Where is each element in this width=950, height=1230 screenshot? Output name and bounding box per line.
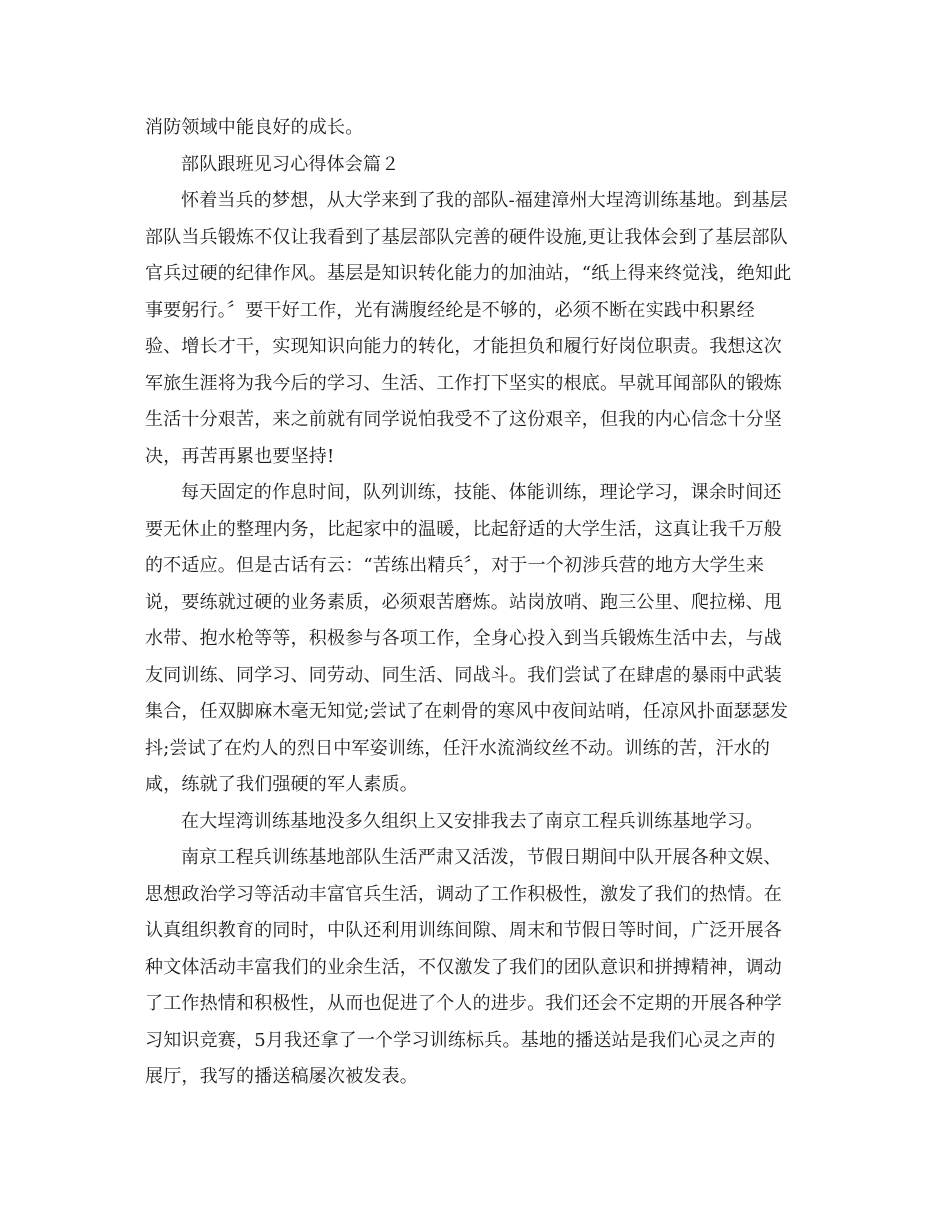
text-line: 咸，练就了我们强硬的军人素质。	[145, 774, 418, 795]
text-line: 怀着当兵的梦想，从大学来到了我的部队-福建漳州大埕湾训练基地。到基层	[181, 190, 788, 211]
text-line: 集合，任双脚麻木毫无知觉;尝试了在刺骨的寒风中夜间站哨，任凉风扑面瑟瑟发	[145, 701, 789, 722]
text-line: 生活十分艰苦，来之前就有同学说怕我受不了这份艰辛，但我的内心信念十分坚	[145, 409, 782, 430]
text-line: 思想政治学习等活动丰富官兵生活，调动了工作积极性，激发了我们的热情。在	[145, 883, 782, 905]
text-line: 展厅，我写的播送稿屡次被发表。	[145, 1066, 418, 1087]
paragraph-2	[145, 475, 807, 804]
text-line: 的不适应。但是古话有云：“苦练出精兵〞，对于一个初涉兵营的地方大学生来	[145, 555, 765, 576]
text-line: 抖;尝试了在灼人的烈日中军姿训练，任汗水流淌纹丝不动。训练的苦，汗水的	[145, 737, 771, 759]
paragraph-4	[145, 840, 807, 1096]
text-line: 认真组织教育的同时，中队还利用训练间隙、周末和节假日等时间，广泛开展各	[145, 920, 782, 941]
text-line: 决，再苦再累也要坚持!	[145, 445, 335, 467]
text-line: 了工作热情和积极性，从而也促进了个人的进步。我们还会不定期的开展各种学	[145, 993, 782, 1014]
section-heading	[145, 147, 807, 184]
text-line: 种文体活动丰富我们的业余生活，不仅激发了我们的团队意识和拼搏精神，调动	[145, 956, 782, 978]
text-line: 水带、抱水枪等等，积极参与各项工作，全身心投入到当兵锻炼生活中去，与战	[145, 628, 782, 649]
text-line: 南京工程兵训练基地部队生活严肃又活泼，节假日期间中队开展各种文娱、	[181, 847, 782, 868]
text-line: 要无休止的整理内务，比起家中的温暖，比起舒适的大学生活，这真让我千万般	[145, 518, 782, 540]
text-line: 军旅生涯将为我今后的学习、生活、工作打下坚实的根底。早就耳闻部队的锻炼	[145, 372, 782, 394]
text-line: 事要躬行。〞要干好工作，光有满腹经纶是不够的，必须不断在实践中积累经	[145, 299, 755, 321]
text-line: 说，要练就过硬的业务素质，必须艰苦磨炼。站岗放哨、跑三公里、爬拉梯、甩	[145, 591, 782, 613]
text-line: 在大埕湾训练基地没多久组织上又安排我去了南京工程兵训练基地学习。	[181, 810, 764, 832]
paragraph-3	[145, 804, 807, 841]
text-line: 验、增长才干，实现知识向能力的转化，才能担负和履行好岗位职责。我想这次	[145, 336, 782, 357]
text-line: 每天固定的作息时间，队列训练，技能、体能训练，理论学习，课余时间还	[181, 482, 782, 503]
paragraph-1	[145, 183, 807, 475]
document-page	[145, 110, 807, 1096]
continuation-text	[145, 110, 807, 147]
text-line: 友同训练、同学习、同劳动、同生活、同战斗。我们尝试了在肆虐的暴雨中武装	[145, 664, 782, 686]
text-line: 官兵过硬的纪律作风。基层是知识转化能力的加油站，“纸上得来终觉浅，绝知此	[145, 263, 792, 284]
text-line: 消防领域中能良好的成长。	[145, 117, 364, 138]
heading-line: 部队跟班见习心得体会篇２	[181, 153, 400, 175]
text-line: 部队当兵锻炼不仅让我看到了基层部队完善的硬件设施,更让我体会到了基层部队	[145, 226, 788, 248]
text-line: 习知识竞赛，5月我还拿了一个学习训练标兵。基地的播送站是我们心灵之声的	[145, 1029, 776, 1051]
